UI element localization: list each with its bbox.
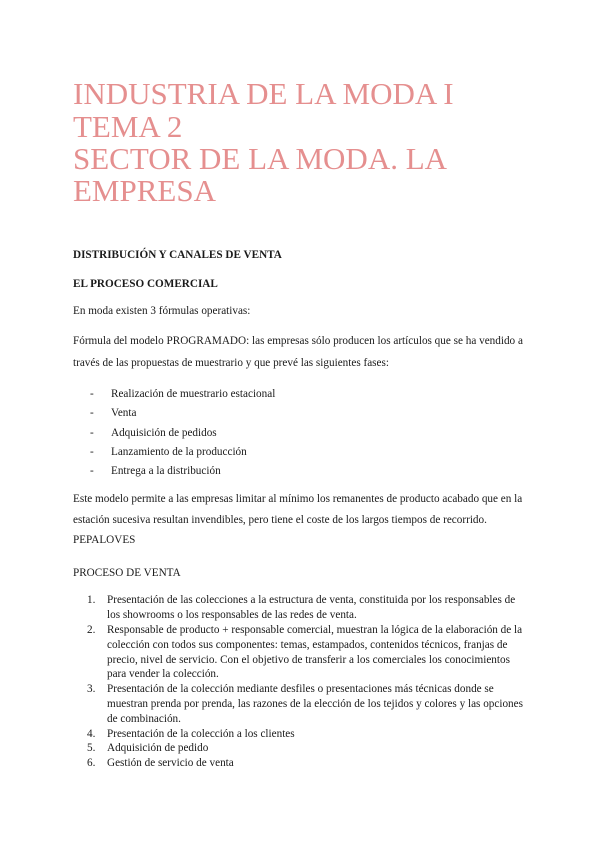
- conclusion-paragraph: Este modelo permite a las empresas limitar al mínimo los remanentes de producto acabado que en la estación sucesiva resultan invendibles, pero tiene el coste de los largos tiempos de recorrido.: [73, 493, 523, 527]
- step-number: 1.: [87, 594, 96, 607]
- title-line-course: INDUSTRIA DE LA MODA I: [73, 76, 454, 111]
- step-number: 6.: [87, 757, 96, 770]
- phases-list: [90, 385, 523, 481]
- step-text-line: muestran prenda por prenda, las razones de la elección de los tejidos y colores y las opciones: [107, 698, 523, 711]
- dash-marker: -: [90, 465, 94, 478]
- step-number: 4.: [87, 727, 96, 740]
- phase-text: Entrega a la distribución: [111, 465, 221, 478]
- step-number: 3.: [87, 683, 96, 696]
- document-body: [73, 249, 523, 771]
- phase-item: [90, 443, 523, 462]
- intro-paragraph: En moda existen 3 fórmulas operativas:: [73, 305, 251, 317]
- step-number: 2.: [87, 624, 96, 637]
- step-text-line: para vender la colección.: [107, 668, 219, 681]
- step-text-line: Adquisición de pedido: [107, 742, 209, 755]
- step-text-line: precio, nivel de servicio. Con el objetivo de transferir a los comerciales los conocimientos: [107, 653, 510, 666]
- dash-marker: -: [90, 426, 94, 439]
- sales-process-heading: PROCESO DE VENTA: [73, 567, 181, 580]
- sales-step-item: [73, 727, 523, 742]
- sales-step-item: [73, 623, 523, 682]
- sales-step-item: [73, 682, 523, 726]
- dash-marker: -: [90, 407, 94, 420]
- dash-marker: -: [90, 445, 94, 458]
- document-title: [73, 77, 573, 207]
- step-text-line: Presentación de la colección a los clientes: [107, 727, 295, 740]
- title-line-subject-cont: EMPRESA: [73, 173, 216, 208]
- step-text-line: los showrooms o los responsables de las redes de venta.: [107, 609, 357, 622]
- phase-text: Lanzamiento de la producción: [111, 445, 247, 458]
- sales-step-item: [73, 593, 523, 623]
- phase-item: [90, 462, 523, 481]
- step-text-line: de combinación.: [107, 712, 181, 725]
- brand-note: PEPALOVES: [73, 534, 136, 547]
- sales-step-item: [73, 756, 523, 771]
- phase-text: Venta: [111, 407, 137, 420]
- title-line-subject: SECTOR DE LA MODA. LA: [73, 141, 448, 176]
- step-number: 5.: [87, 742, 96, 755]
- step-text-line: colección con todos sus componentes: temas, estampados, contenidos técnicos, franjas de: [107, 638, 508, 651]
- dash-marker: -: [90, 388, 94, 400]
- model-paragraph: Fórmula del modelo PROGRAMADO: las empresas sólo producen los artículos que se ha vendido a través de las propuestas de muestrario y que prevé las siguientes fases:: [73, 335, 523, 369]
- phase-item: [90, 385, 523, 404]
- step-text-line: Responsable de producto + responsable comercial, muestran la lógica de la elaboración de la: [107, 624, 523, 637]
- step-text-line: Gestión de servicio de venta: [107, 757, 234, 770]
- sales-step-item: [73, 741, 523, 756]
- phase-item: [90, 404, 523, 423]
- subheading: EL PROCESO COMERCIAL: [73, 278, 218, 290]
- title-line-topic: TEMA 2: [73, 109, 183, 144]
- phase-text: Adquisición de pedidos: [111, 426, 217, 439]
- sales-steps-list: [73, 593, 523, 771]
- phase-item: [90, 424, 523, 443]
- step-text-line: Presentación de la colección mediante desfiles o presentaciones más técnicas donde se: [107, 683, 494, 696]
- phase-text: Realización de muestrario estacional: [111, 388, 276, 400]
- step-text-line: Presentación de las colecciones a la estructura de venta, constituida por los responsables de: [107, 594, 516, 607]
- section-heading: DISTRIBUCIÓN Y CANALES DE VENTA: [73, 249, 282, 261]
